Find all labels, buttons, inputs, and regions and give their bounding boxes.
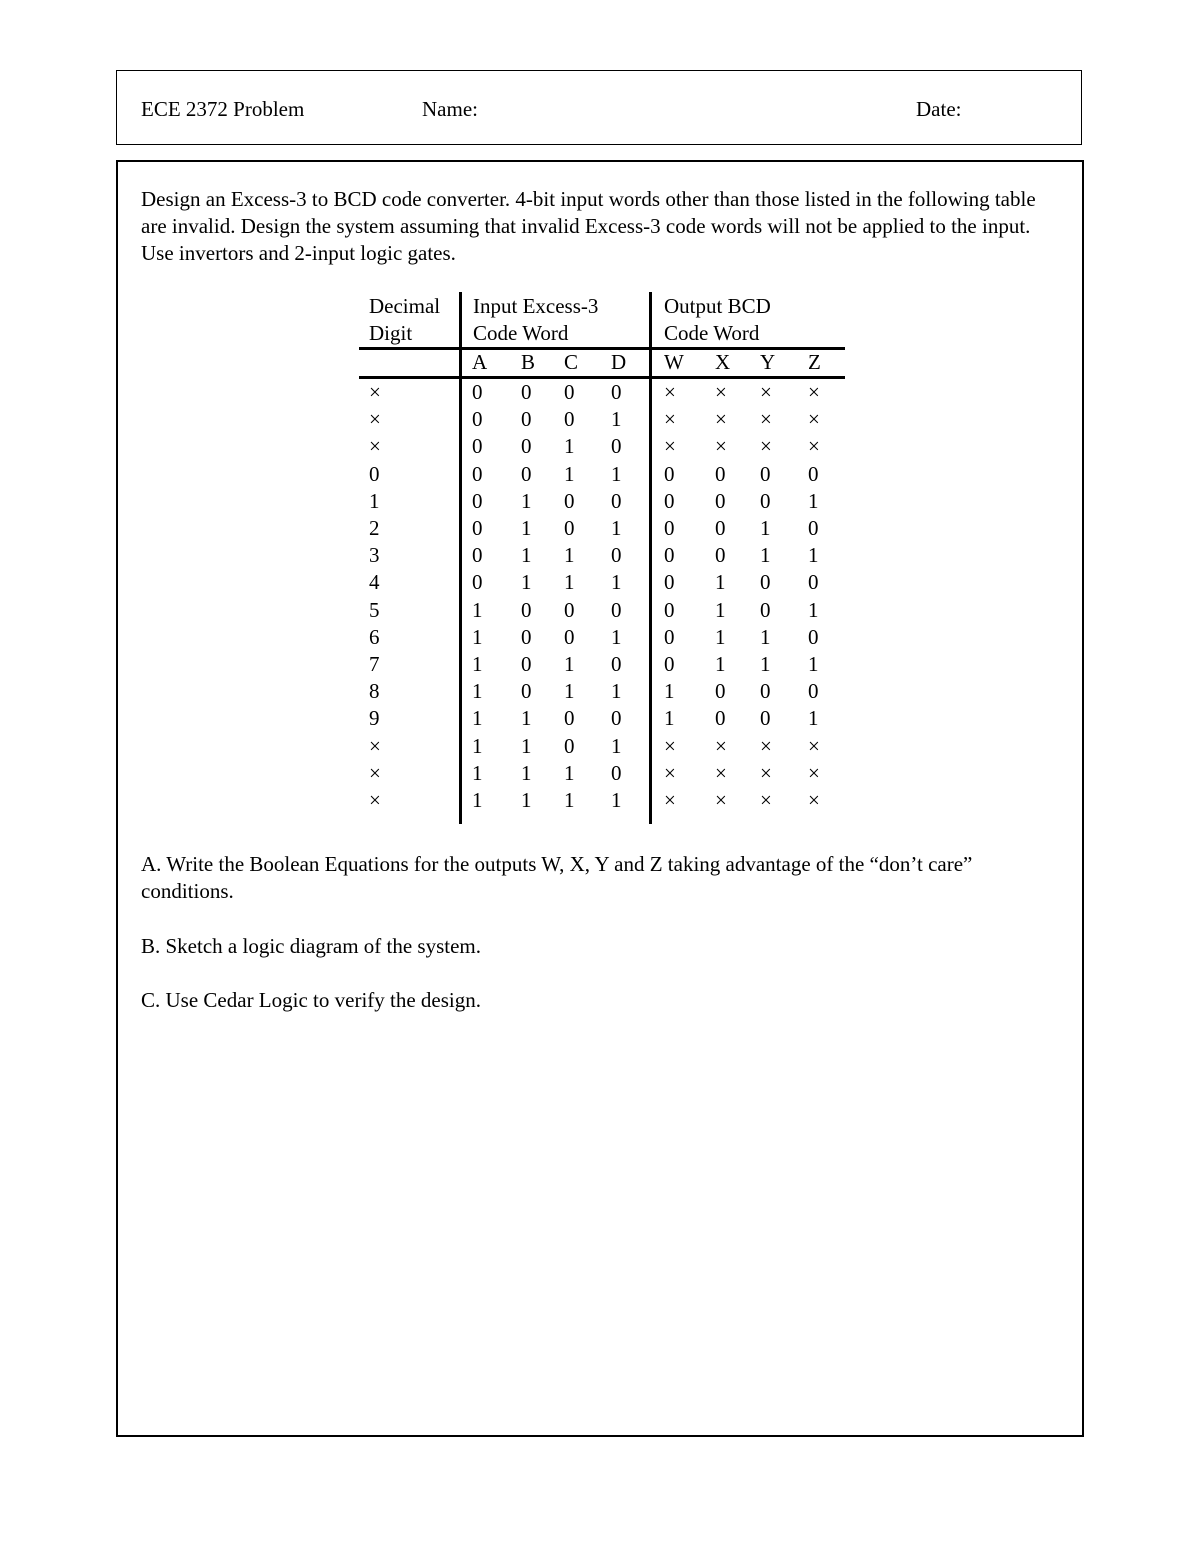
decimal-header-line2: Digit bbox=[369, 321, 413, 345]
input-header-line1: Input Excess-3 bbox=[473, 294, 599, 318]
table-cell: × bbox=[808, 760, 820, 785]
table-cell: × bbox=[808, 380, 820, 404]
part-a: A. Write the Boolean Equations for the outputs W, X, Y and Z taking advantage of the “don’t care” conditions. bbox=[141, 852, 973, 903]
table-cell: 2 bbox=[369, 516, 380, 540]
table-cell: 0 bbox=[664, 543, 675, 568]
table-cell: 1 bbox=[521, 706, 532, 731]
table-cell: 1 bbox=[664, 679, 675, 704]
output-column-divider bbox=[649, 292, 652, 824]
table-cell: × bbox=[808, 788, 820, 812]
table-cell: × bbox=[664, 760, 676, 785]
table-cell: 1 bbox=[664, 706, 675, 731]
table-cell: 0 bbox=[472, 407, 483, 432]
table-cell: 0 bbox=[521, 624, 532, 649]
table-cell: × bbox=[760, 407, 772, 432]
table-cell: 0 bbox=[564, 706, 575, 731]
table-cell: 1 bbox=[564, 570, 575, 595]
table-cell: 1 bbox=[564, 788, 575, 812]
table-cell: 0 bbox=[808, 516, 819, 540]
table-cell: 0 bbox=[611, 652, 622, 676]
table-cell: 1 bbox=[521, 760, 532, 785]
table-cell: 1 bbox=[808, 597, 819, 622]
table-cell: × bbox=[369, 733, 381, 758]
table-cell: 1 bbox=[715, 624, 726, 649]
table-cell: 0 bbox=[664, 516, 675, 540]
table-cell: 1 bbox=[521, 570, 532, 595]
table-cell: × bbox=[664, 407, 676, 432]
table-cell: 0 bbox=[760, 706, 771, 731]
table-cell: 9 bbox=[369, 706, 380, 731]
input-header-line2: Code Word bbox=[473, 321, 569, 345]
table-cell: 0 bbox=[760, 461, 771, 486]
table-cell: 0 bbox=[808, 570, 819, 595]
table-cell: 0 bbox=[664, 570, 675, 595]
table-cell: × bbox=[369, 760, 381, 785]
table-cell: 1 bbox=[760, 652, 771, 676]
table-cell: 1 bbox=[564, 760, 575, 785]
table-cell: 0 bbox=[564, 597, 575, 622]
bit-header-y: Y bbox=[760, 350, 776, 374]
bit-header-d: D bbox=[611, 350, 627, 374]
table-cell: 0 bbox=[715, 461, 726, 486]
table-cell: × bbox=[715, 407, 727, 432]
part-b: B. Sketch a logic diagram of the system. bbox=[141, 934, 482, 958]
table-cell: 1 bbox=[472, 788, 483, 812]
table-cell: 0 bbox=[564, 407, 575, 432]
table-cell: 0 bbox=[472, 488, 483, 513]
table-cell: × bbox=[369, 380, 381, 404]
truth-table bbox=[359, 289, 845, 825]
table-cell: 0 bbox=[472, 543, 483, 568]
table-cell: 1 bbox=[715, 597, 726, 622]
problem-box bbox=[116, 160, 1084, 1437]
table-cell: 6 bbox=[369, 624, 380, 649]
table-cell: 1 bbox=[611, 516, 622, 540]
table-cell: × bbox=[715, 788, 727, 812]
input-column-divider bbox=[459, 292, 462, 824]
table-cell: 8 bbox=[369, 679, 380, 704]
table-cell: 1 bbox=[611, 570, 622, 595]
course-title: ECE 2372 Problem bbox=[141, 97, 305, 121]
table-cell: 1 bbox=[611, 461, 622, 486]
table-cell: 1 bbox=[472, 624, 483, 649]
table-cell: 0 bbox=[521, 597, 532, 622]
table-cell: 1 bbox=[611, 733, 622, 758]
table-cell: 0 bbox=[521, 380, 532, 404]
table-cell: 1 bbox=[564, 434, 575, 459]
table-cell: 1 bbox=[760, 543, 771, 568]
table-cell: 1 bbox=[808, 652, 819, 676]
table-cell: 0 bbox=[664, 624, 675, 649]
bit-header-w: W bbox=[664, 350, 684, 374]
table-cell: × bbox=[808, 733, 820, 758]
bit-header-z: Z bbox=[808, 350, 821, 374]
table-cell: 4 bbox=[369, 570, 380, 595]
bit-header-c: C bbox=[564, 350, 579, 374]
table-cell: × bbox=[715, 733, 727, 758]
table-cell: × bbox=[369, 407, 381, 432]
table-cell: 0 bbox=[564, 380, 575, 404]
output-header-line2: Code Word bbox=[664, 321, 760, 345]
table-cell: 1 bbox=[760, 624, 771, 649]
table-cell: 1 bbox=[472, 652, 483, 676]
table-cell: 0 bbox=[664, 488, 675, 513]
table-cell: 0 bbox=[715, 516, 726, 540]
table-cell: 0 bbox=[715, 488, 726, 513]
table-cell: 1 bbox=[808, 488, 819, 513]
table-cell: 0 bbox=[369, 461, 380, 486]
table-cell: 1 bbox=[715, 652, 726, 676]
table-cell: 0 bbox=[521, 461, 532, 486]
table-cell: × bbox=[715, 760, 727, 785]
table-cell: 0 bbox=[564, 733, 575, 758]
table-cell: 0 bbox=[760, 570, 771, 595]
table-cell: × bbox=[664, 380, 676, 404]
table-cell: × bbox=[664, 434, 676, 459]
table-cell: 0 bbox=[808, 679, 819, 704]
name-label: Name: bbox=[422, 97, 478, 121]
table-cell: 1 bbox=[369, 488, 380, 513]
table-cell: 0 bbox=[521, 679, 532, 704]
table-cell: 1 bbox=[611, 624, 622, 649]
table-cell: 1 bbox=[564, 543, 575, 568]
table-cell: 1 bbox=[715, 570, 726, 595]
table-cell: 0 bbox=[611, 706, 622, 731]
table-cell: 1 bbox=[472, 679, 483, 704]
table-cell: 1 bbox=[472, 760, 483, 785]
table-cell: 1 bbox=[611, 407, 622, 432]
table-cell: 1 bbox=[521, 543, 532, 568]
table-cell: 0 bbox=[611, 380, 622, 404]
problem-statement: Design an Excess-3 to BCD code converter. 4-bit input words other than those listed in the following table are invalid. Design the system assuming that invalid Excess-3 code words will not be applied to the input. Use invertors and 2-input logic gates. bbox=[141, 187, 1036, 265]
table-cell: 1 bbox=[760, 516, 771, 540]
table-cell: 0 bbox=[808, 624, 819, 649]
table-cell: 1 bbox=[808, 706, 819, 731]
table-cell: 0 bbox=[472, 434, 483, 459]
table-cell: 0 bbox=[521, 434, 532, 459]
table-cell: 0 bbox=[611, 597, 622, 622]
table-cell: 0 bbox=[472, 461, 483, 486]
table-cell: 0 bbox=[611, 488, 622, 513]
table-cell: 0 bbox=[715, 679, 726, 704]
table-cell: 0 bbox=[760, 488, 771, 513]
table-cell: 0 bbox=[760, 597, 771, 622]
table-cell: × bbox=[760, 788, 772, 812]
table-cell: × bbox=[808, 407, 820, 432]
table-cell: 0 bbox=[611, 434, 622, 459]
table-cell: 1 bbox=[521, 488, 532, 513]
table-cell: 0 bbox=[611, 760, 622, 785]
table-cell: 0 bbox=[521, 407, 532, 432]
table-cell: 0 bbox=[664, 652, 675, 676]
table-cell: 1 bbox=[521, 733, 532, 758]
table-cell: × bbox=[369, 434, 381, 459]
header-box bbox=[116, 70, 1082, 145]
table-cell: 0 bbox=[564, 516, 575, 540]
table-cell: 1 bbox=[611, 788, 622, 812]
table-cell: 1 bbox=[564, 679, 575, 704]
output-header-line1: Output BCD bbox=[664, 294, 771, 318]
table-cell: 1 bbox=[472, 597, 483, 622]
table-cell: 0 bbox=[521, 652, 532, 676]
table-cell: 0 bbox=[664, 461, 675, 486]
table-cell: × bbox=[760, 733, 772, 758]
table-cell: 7 bbox=[369, 652, 380, 676]
table-cell: × bbox=[369, 788, 381, 812]
table-cell: 0 bbox=[715, 543, 726, 568]
part-c: C. Use Cedar Logic to verify the design. bbox=[141, 988, 481, 1012]
table-cell: 1 bbox=[472, 706, 483, 731]
table-cell: 0 bbox=[760, 679, 771, 704]
table-cell: × bbox=[664, 733, 676, 758]
table-cell: 1 bbox=[808, 543, 819, 568]
table-cell: 3 bbox=[369, 543, 380, 568]
table-cell: × bbox=[715, 434, 727, 459]
table-cell: 0 bbox=[664, 597, 675, 622]
date-label: Date: bbox=[916, 97, 962, 121]
table-cell: 0 bbox=[611, 543, 622, 568]
table-cell: 0 bbox=[564, 488, 575, 513]
table-cell: × bbox=[760, 380, 772, 404]
table-cell: 1 bbox=[611, 679, 622, 704]
table-cell: 0 bbox=[564, 624, 575, 649]
table-cell: 1 bbox=[564, 461, 575, 486]
table-cell: 1 bbox=[521, 516, 532, 540]
table-cell: 1 bbox=[521, 788, 532, 812]
bit-header-x: X bbox=[715, 350, 731, 374]
table-cell: 0 bbox=[808, 461, 819, 486]
table-cell: × bbox=[760, 760, 772, 785]
bit-header-b: B bbox=[521, 350, 536, 374]
table-cell: 0 bbox=[715, 706, 726, 731]
decimal-header-line1: Decimal bbox=[369, 294, 441, 318]
bit-header-a: A bbox=[472, 350, 488, 374]
table-cell: × bbox=[808, 434, 820, 459]
table-cell: 0 bbox=[472, 570, 483, 595]
bit-header-rule bbox=[359, 376, 845, 379]
table-cell: 1 bbox=[472, 733, 483, 758]
table-cell: 5 bbox=[369, 597, 380, 622]
table-cell: 0 bbox=[472, 380, 483, 404]
table-cell: × bbox=[760, 434, 772, 459]
table-cell: × bbox=[664, 788, 676, 812]
table-cell: × bbox=[715, 380, 727, 404]
table-cell: 0 bbox=[472, 516, 483, 540]
table-cell: 1 bbox=[564, 652, 575, 676]
